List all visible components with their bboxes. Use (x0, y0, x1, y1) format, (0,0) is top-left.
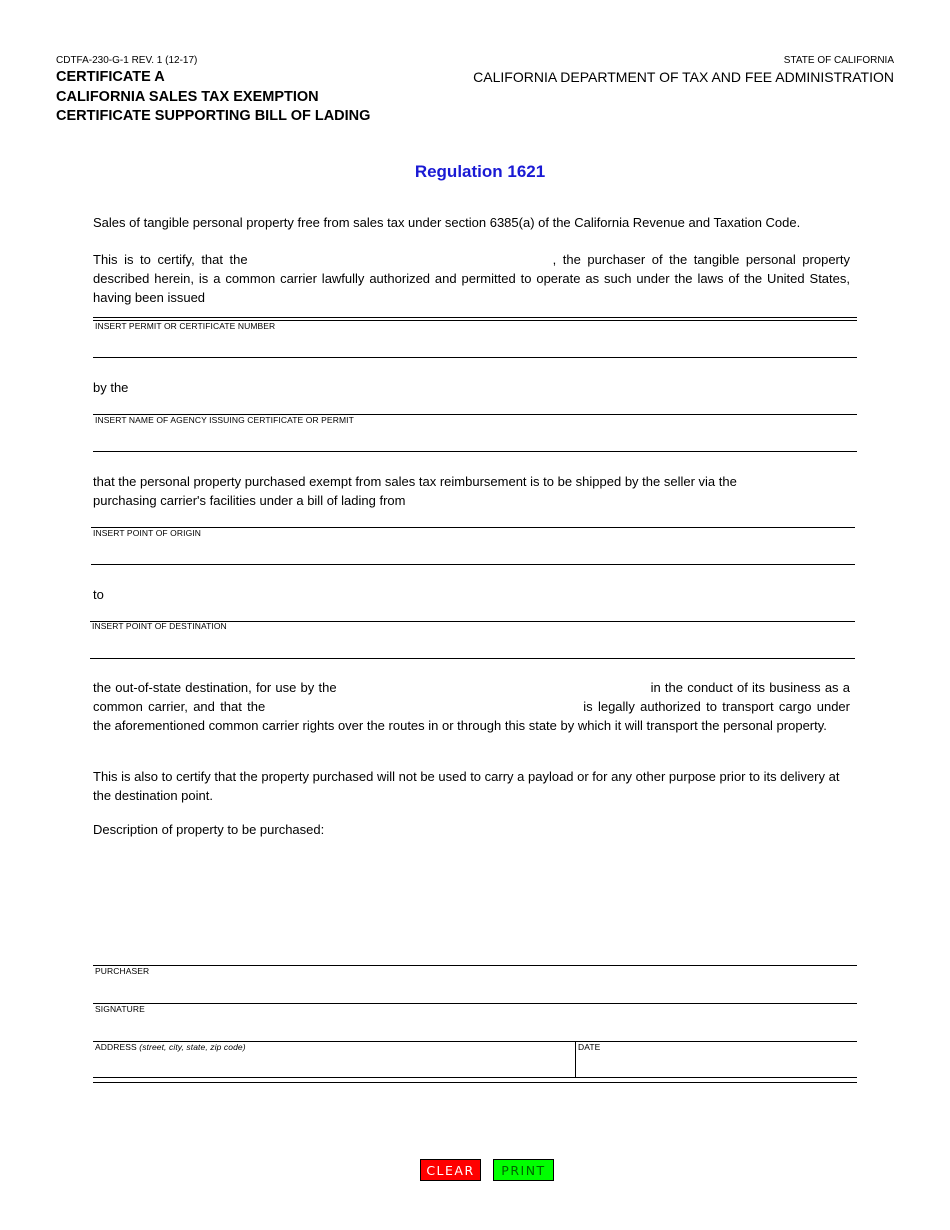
signature-input[interactable] (95, 1016, 855, 1038)
address-caption (95, 1042, 246, 1052)
user-name-input[interactable] (358, 679, 663, 696)
carrier-after-blank: is legally authorized to transport (583, 699, 774, 714)
title-line-1: CERTIFICATE A (56, 69, 165, 85)
dest-start: the out-of-state destination, for use by the (93, 680, 337, 695)
carrier-rest: cargo under the aforementioned common carrier rights over the routes in or through this state by which it will transport the personal property. (93, 699, 850, 733)
origin-caption: INSERT POINT OF ORIGIN (93, 528, 201, 538)
destination-input[interactable] (92, 635, 852, 655)
form-code: CDTFA-230-G-1 REV. 1 (12-17) (56, 55, 198, 66)
permit-rule-bottom (93, 357, 857, 358)
state-label: STATE OF CALIFORNIA (783, 55, 894, 66)
certify-after-blank: , the purchaser of the tangible personal property (552, 252, 850, 267)
origin-input[interactable] (93, 541, 853, 561)
also-certify-paragraph: This is also to certify that the property purchased will not be used to carry a payload or for any other purpose prior to its delivery at the destination point. (93, 769, 840, 803)
purchaser-input[interactable] (95, 978, 855, 1000)
title-line-2: CALIFORNIA SALES TAX EXEMPTION (56, 88, 319, 105)
carrier-start: as a common carrier, and that the (93, 680, 850, 714)
print-button[interactable]: PRINT (493, 1159, 554, 1181)
address-rule-bottom (93, 1077, 857, 1078)
description-input[interactable] (93, 842, 857, 957)
by-the-label: by the (93, 380, 129, 395)
date-input[interactable] (579, 1054, 855, 1074)
department-label: CALIFORNIA DEPARTMENT OF TAX AND FEE ADMINISTRATION (473, 69, 894, 85)
permit-caption: INSERT PERMIT OR CERTIFICATE NUMBER (95, 321, 276, 331)
agency-name-input[interactable] (95, 428, 855, 448)
purchaser-caption: PURCHASER (95, 966, 150, 976)
permit-number-input[interactable] (95, 334, 855, 354)
address-caption-label: ADDRESS (95, 1042, 137, 1052)
permit-rule-top (93, 317, 857, 318)
address-rule-double (93, 1082, 857, 1083)
destination-caption: INSERT POINT OF DESTINATION (92, 621, 227, 631)
agency-rule-bottom (93, 451, 857, 452)
signature-caption: SIGNATURE (95, 1004, 145, 1014)
certify-start: This is to certify, that the (93, 252, 248, 267)
title-line-3: CERTIFICATE SUPPORTING BILL OF LADING (56, 108, 371, 124)
clear-button[interactable]: CLEAR (420, 1159, 481, 1181)
origin-rule-top (91, 527, 855, 528)
carrier-name-input[interactable] (250, 251, 545, 268)
to-label: to (93, 587, 104, 602)
address-input[interactable] (95, 1054, 570, 1074)
address-caption-hint: (street, city, state, zip code) (139, 1042, 246, 1052)
origin-rule-bottom (91, 564, 855, 565)
signature-rule (93, 1003, 857, 1004)
purchaser-rule (93, 965, 857, 966)
dest-after-blank: in the conduct of its business (650, 680, 821, 695)
intro-paragraph: Sales of tangible personal property free from sales tax under section 6385(a) of the California Revenue and Taxation Code. (93, 215, 801, 230)
form-title (56, 68, 370, 127)
date-caption: DATE (578, 1042, 601, 1052)
description-label: Description of property to be purchased: (93, 822, 325, 837)
date-divider (575, 1041, 576, 1077)
certify-rest: described herein, is a common carrier lawfully authorized and permitted to operate as such under the laws of the United States, having been issued (93, 271, 850, 305)
agency-caption: INSERT NAME OF AGENCY ISSUING CERTIFICATE OR PERMIT (95, 415, 354, 425)
destination-rule-bottom (90, 658, 855, 659)
regulation-heading: Regulation 1621 (414, 162, 546, 181)
authorized-name-input[interactable] (322, 698, 634, 715)
shipped-paragraph: that the personal property purchased exempt from sales tax reimbursement is to be shipped by the seller via the purchasing carrier's facilities under a bill of lading from (93, 474, 737, 508)
